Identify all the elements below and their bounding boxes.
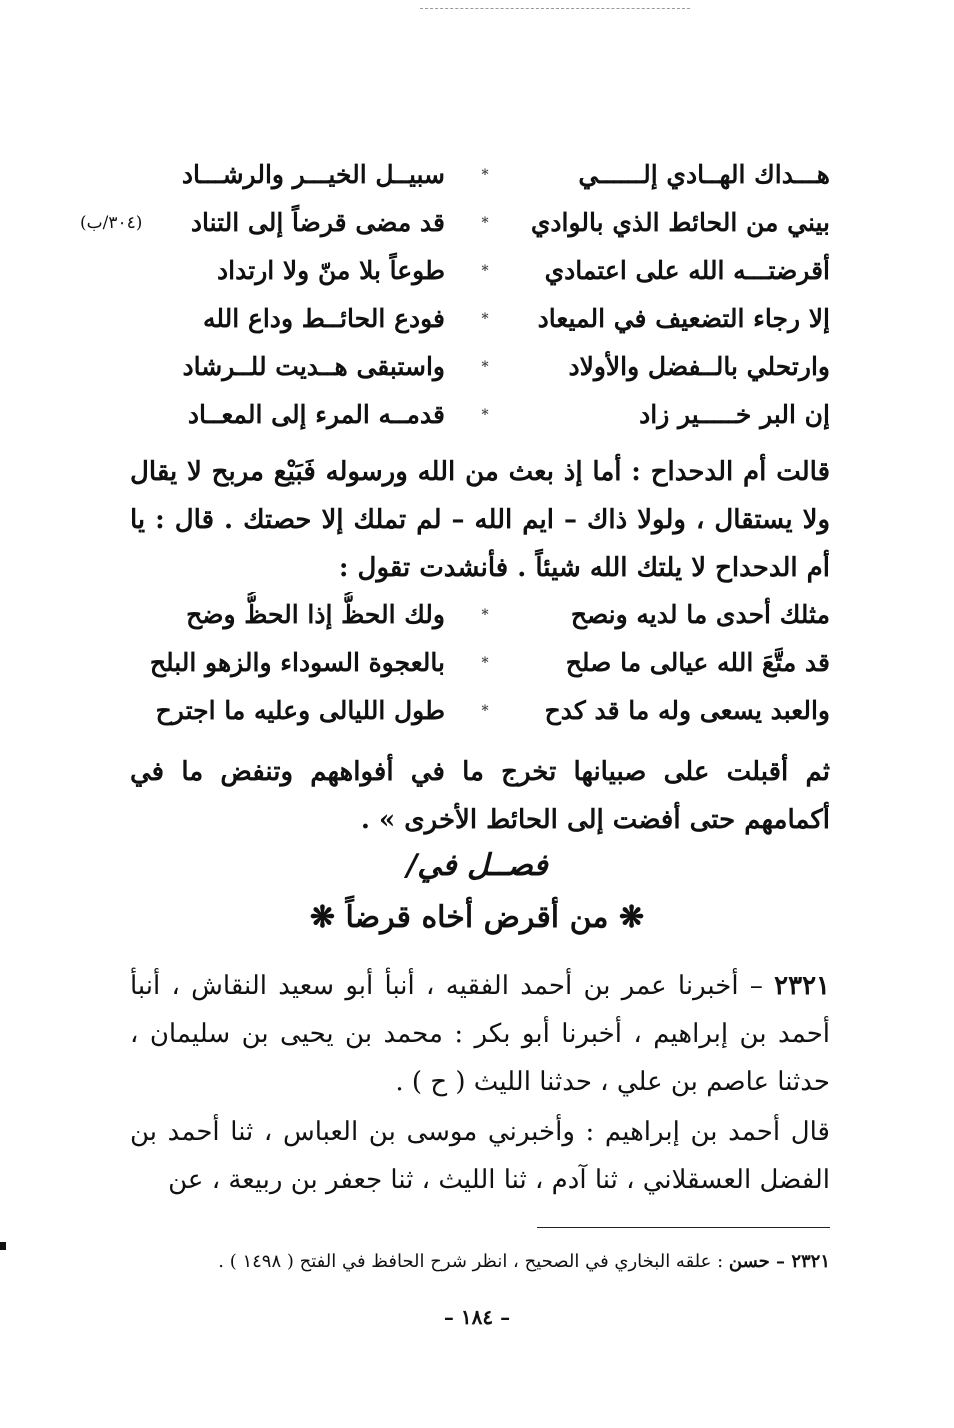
ornament-icon: ❋ (309, 900, 336, 935)
verse-line (80, 688, 830, 734)
verse-first-hemistich: أقرضتـــه الله على اعتمادي (544, 256, 830, 285)
verse-line (80, 344, 830, 390)
verse-first-hemistich: وارتحلي بالــفضل والأولاد (568, 352, 830, 381)
verse-line (80, 200, 830, 246)
verse-second-hemistich: قدمــه المرء إلى المعــاد (187, 400, 445, 429)
verse-first-hemistich: قد متَّعَ الله عيالى ما صلح (565, 648, 830, 677)
margin-mark (0, 1242, 6, 1250)
verse-second-hemistich: سبيــل الخيـــر والرشـــاد (181, 160, 445, 189)
verse-line (80, 248, 830, 294)
verse-second-hemistich: بالعجوة السوداء والزهو البلح (149, 648, 445, 677)
asterisk-separator-icon: * (481, 311, 489, 327)
verse-first-hemistich: والعبد يسعى وله ما قد كدح (544, 696, 830, 725)
verse-first-hemistich: مثلك أحدى ما لديه ونصح (570, 600, 830, 629)
section-title (200, 900, 754, 935)
verse-first-hemistich: هـــداك الهــادي إلــــــي (578, 160, 830, 189)
footnote-lead: ٢٣٢١ – حسن (728, 1251, 830, 1272)
verse-line (80, 592, 830, 638)
folio-reference: (٣٠٤/ب) (80, 213, 143, 233)
asterisk-separator-icon: * (481, 359, 489, 375)
asterisk-separator-icon: * (481, 263, 489, 279)
verse-first-hemistich: إلا رجاء التضعيف في الميعاد (537, 304, 830, 333)
verse-line (80, 152, 830, 198)
paragraph-sibyan: ثم أقبلت على صبيانها تخرج ما في أفواههم وتنفض ما في أكمامهم حتى أفضت إلى الحائط الأخرى » . (130, 757, 831, 835)
verse-second-hemistich: واستبقى هــديت للــرشاد (182, 352, 445, 381)
hadith-continuation: قال أحمد بن إبراهيم : وأخبرني موسى بن العباس ، ثنا أحمد بن الفضل العسقلاني ، ثنا آدم ، ثنا الليث ، ثنا جعفر بن ربيعة ، عن (130, 1117, 830, 1195)
verse-second-hemistich: ولك الحظُّ إذا الحظُّ وضح (186, 600, 445, 629)
verse-second-hemistich: طول الليالى وعليه ما اجترح (155, 696, 445, 725)
hadith-isnad (130, 962, 830, 1106)
verse-first-hemistich: بيني من الحائط الذي بالوادي (530, 208, 830, 237)
section-title-text: من أقرض أخاه قرضاً (345, 900, 609, 935)
verse-line (80, 640, 830, 686)
page-number: – ١٨٤ – (443, 1305, 511, 1329)
asterisk-separator-icon: * (481, 607, 489, 623)
verse-first-hemistich: إن البر خـــــير زاد (639, 400, 830, 429)
ornament-icon: ❋ (618, 900, 645, 935)
asterisk-separator-icon: * (481, 655, 489, 671)
asterisk-separator-icon: * (481, 407, 489, 423)
verse-second-hemistich: طوعاً بلا منّ ولا ارتداد (217, 256, 445, 285)
footnote (60, 1248, 830, 1276)
footnote-text: : علقه البخاري في الصحيح ، انظر شرح الحافظ في الفتح ( ١٤٩٨ ) . (218, 1251, 724, 1272)
section-heading: فصــل في/ (406, 848, 548, 883)
asterisk-separator-icon: * (481, 167, 489, 183)
top-dashed-rule (420, 8, 690, 9)
asterisk-separator-icon: * (481, 703, 489, 719)
verse-second-hemistich: فودع الحائــط وداع الله (203, 304, 445, 333)
verse-second-hemistich: قد مضى قرضاً إلى التناد (190, 208, 445, 237)
footnote-rule (537, 1227, 830, 1228)
asterisk-separator-icon: * (481, 215, 489, 231)
paragraph-umm-dahdah: قالت أم الدحداح : أما إذ بعث من الله ورسوله فَبَيْع مربح لا يقال ولا يستقال ، ولولا ذاك – ايم الله – لم تملك إلا حصتك . قال : يا أم الدحداح لا يلتك الله شيئاً . فأنشدت تقول : (130, 457, 830, 583)
verse-line (80, 296, 830, 342)
verse-line (80, 392, 830, 438)
hadith-number: ٢٣٢١ (774, 971, 830, 1001)
hadith-text-1: – أخبرنا عمر بن أحمد الفقيه ، أنبأ أبو سعيد النقاش ، أنبأ أحمد بن إبراهيم ، أخبرنا أبو بكر : محمد بن يحيى بن سليمان ، حدثنا عاصم بن علي ، حدثنا الليث ( ح ) . (130, 971, 830, 1097)
